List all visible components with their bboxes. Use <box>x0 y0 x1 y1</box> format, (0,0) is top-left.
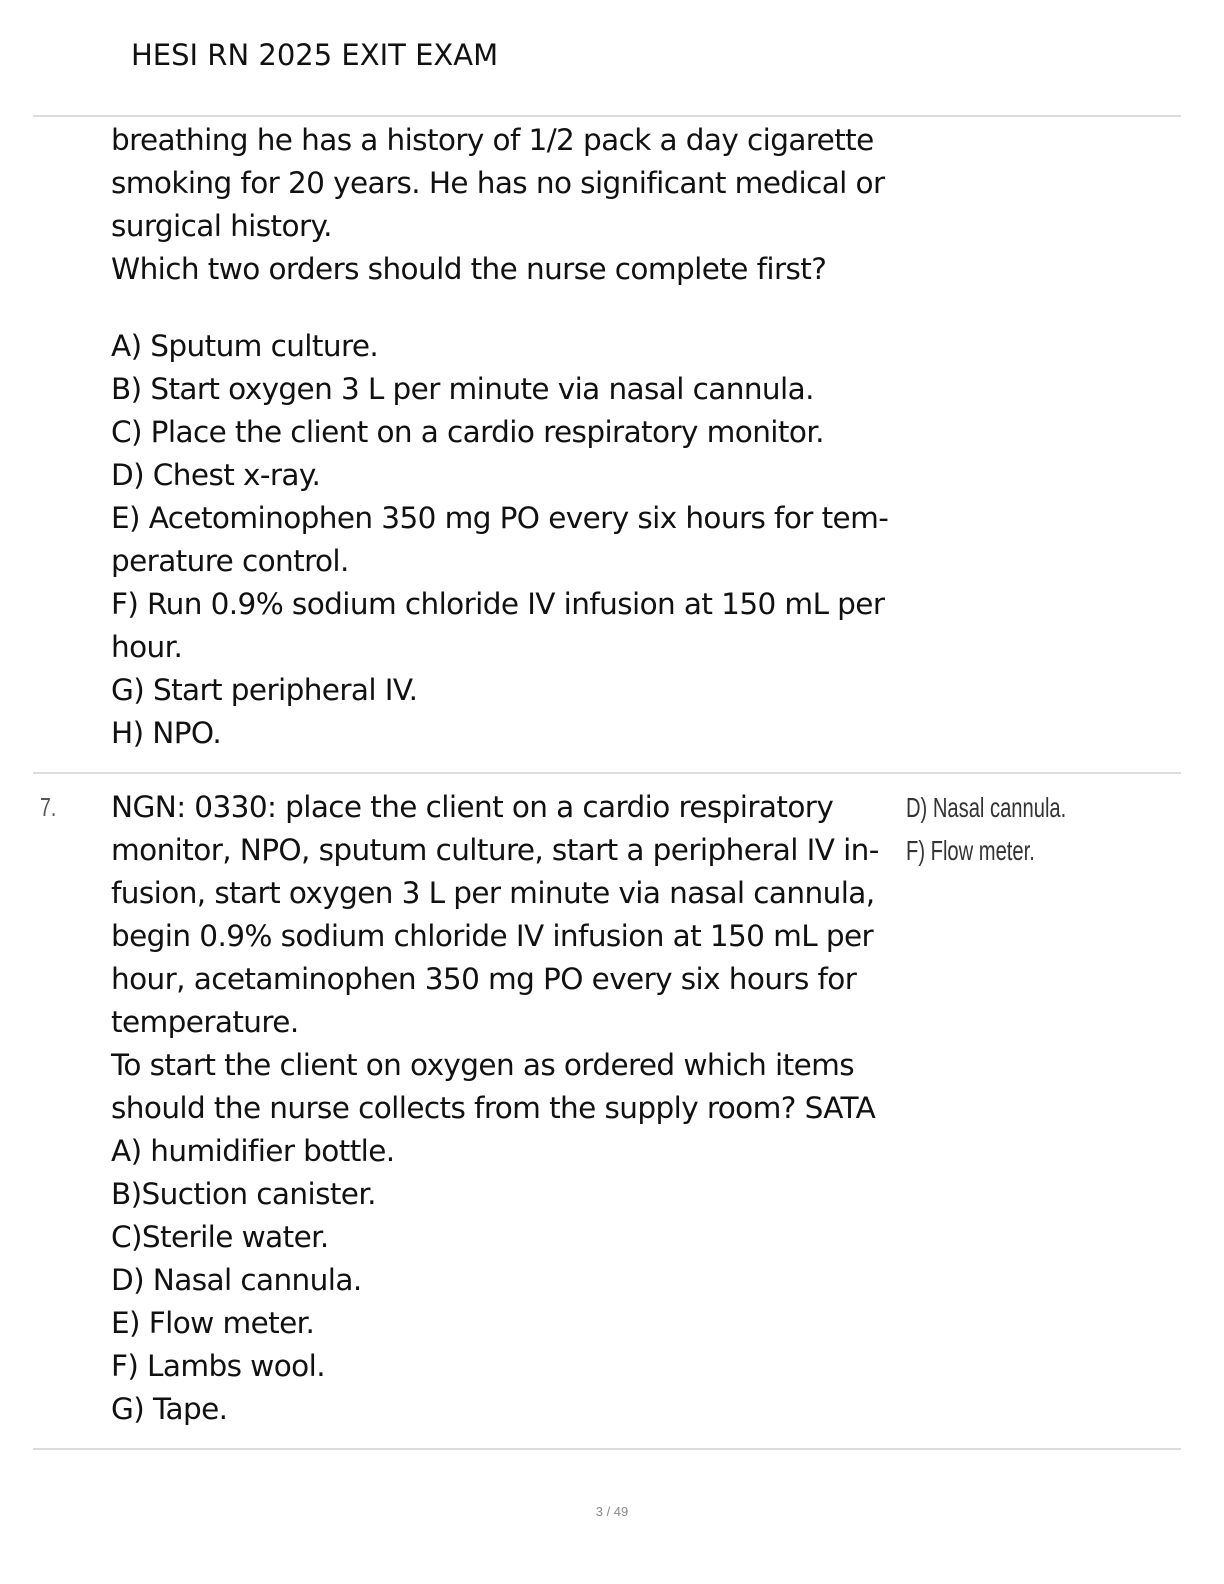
option-line: E) Acetominophen 350 mg PO every six hours for tem- <box>111 501 889 535</box>
question-7-answers <box>906 786 1129 872</box>
option-line: G) Start peripheral IV. <box>111 673 418 707</box>
option-line: F) Run 0.9% sodium chloride IV infusion at 150 mL per <box>111 587 885 621</box>
page-header-title: HESI RN 2025 EXIT EXAM <box>131 38 499 72</box>
text-line: monitor, NPO, sputum culture, start a peripheral IV in- <box>111 833 879 867</box>
text-line: begin 0.9% sodium chloride IV infusion at 150 mL per <box>111 919 874 953</box>
text-line: temperature. <box>111 1005 299 1039</box>
option-line: D) Chest x-ray. <box>111 458 321 492</box>
option-line: B) Start oxygen 3 L per minute via nasal cannula. <box>111 372 814 406</box>
question-7-body <box>111 786 911 1431</box>
text-line: fusion, start oxygen 3 L per minute via nasal cannula, <box>111 876 875 910</box>
divider <box>33 1448 1181 1450</box>
page-number: 3 / 49 <box>595 1504 629 1519</box>
question-6-options <box>111 325 911 755</box>
option-line: C) Place the client on a cardio respiratory monitor. <box>111 415 824 449</box>
option-line: E) Flow meter. <box>111 1306 315 1340</box>
text-line: hour, acetaminophen 350 mg PO every six hours for <box>111 962 857 996</box>
option-line: A) Sputum culture. <box>111 329 379 363</box>
divider <box>33 115 1181 117</box>
text-line: surgical history. <box>111 209 332 243</box>
text-line: smoking for 20 years. He has no significant medical or <box>111 166 885 200</box>
text-line: should the nurse collects from the supply room? SATA <box>111 1091 876 1125</box>
text-line: Which two orders should the nurse complete first? <box>111 252 827 286</box>
option-line: D) Nasal cannula. <box>111 1263 362 1297</box>
option-line: H) NPO. <box>111 716 222 750</box>
option-line: hour. <box>111 630 183 664</box>
option-line: B)Suction canister. <box>111 1177 376 1211</box>
option-line: A) humidifier bottle. <box>111 1134 395 1168</box>
text-line: To start the client on oxygen as ordered which items <box>111 1048 855 1082</box>
text-line: breathing he has a history of 1/2 pack a day cigarette <box>111 123 874 157</box>
option-line: G) Tape. <box>111 1392 228 1426</box>
option-line: F) Lambs wool. <box>111 1349 325 1383</box>
divider <box>33 772 1181 774</box>
answer-line: D) Nasal cannula. <box>906 792 1067 823</box>
question-number: 7. <box>40 792 57 822</box>
question-6-stem <box>111 119 911 291</box>
text-line: NGN: 0330: place the client on a cardio respiratory <box>111 790 834 824</box>
option-line: perature control. <box>111 544 349 578</box>
answer-line: F) Flow meter. <box>906 835 1035 866</box>
option-line: C)Sterile water. <box>111 1220 329 1254</box>
